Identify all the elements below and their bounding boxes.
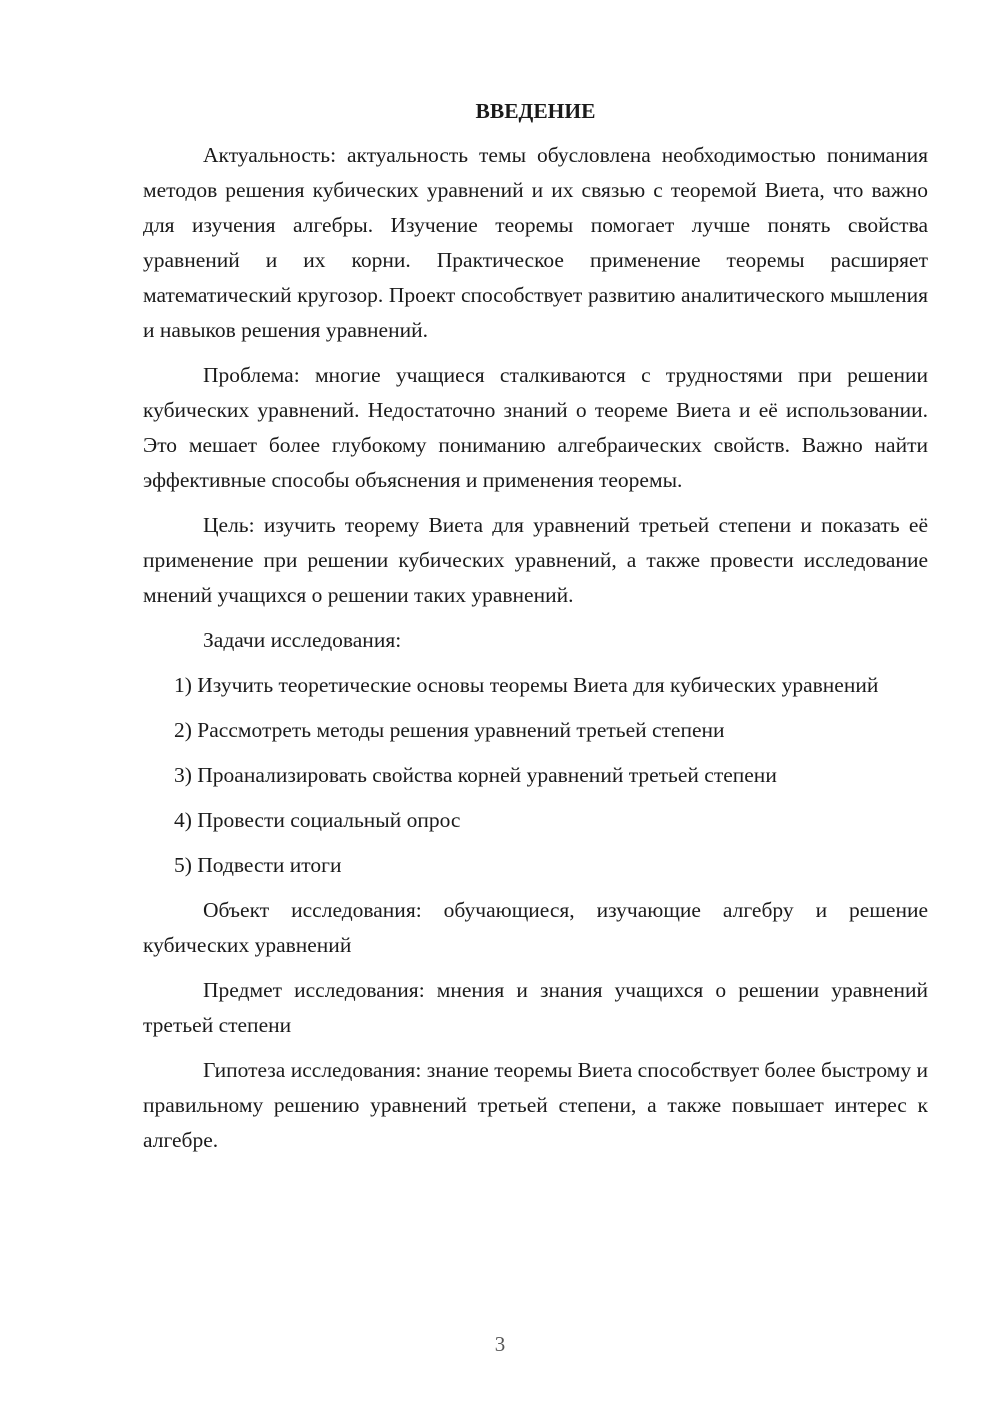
page-number: 3 [494, 1332, 506, 1356]
paragraph-hypothesis: Гипотеза исследования: знание теоремы Виета способствует более быстрому и правильному решению уравнений третьей степени, а также повышает интерес к алгебре. [143, 1058, 928, 1152]
document-page [143, 94, 928, 1168]
paragraph-goal: Цель: изучить теорему Виета для уравнений третьей степени и показать её применение при решении кубических уравнений, а также провести исследование мнений учащихся о решении таких уравнений. [143, 513, 928, 607]
paragraph-relevance: Актуальность: актуальность темы обусловлена необходимостью понимания методов решения кубических уравнений и их связью с теоремой Виета, что важно для изучения алгебры. Изучение теоремы помогает лучше понять свойства уравнений и их корни. Практическое применение теоремы расширяет математический кругозор. Проект способствует развитию аналитического мышления и навыков решения уравнений. [143, 143, 928, 342]
list-item: 5) Подвести итоги [174, 853, 342, 877]
list-item: 2) Рассмотреть методы решения уравнений третьей степени [174, 718, 725, 742]
paragraph-object: Объект исследования: обучающиеся, изучающие алгебру и решение кубических уравнений [143, 898, 928, 957]
list-item: 3) Проанализировать свойства корней уравнений третьей степени [174, 763, 777, 787]
page-title: ВВЕДЕНИЕ [475, 99, 596, 123]
list-item: 4) Провести социальный опрос [174, 808, 461, 832]
paragraph-problem: Проблема: многие учащиеся сталкиваются с трудностями при решении кубических уравнений. Недостаточно знаний о теореме Виета и её использовании. Это мешает более глубокому пониманию алгебраических свойств. Важно найти эффективные способы объяснения и применения теоремы. [143, 363, 928, 492]
list-item: 1) Изучить теоретические основы теоремы Виета для кубических уравнений [174, 673, 879, 697]
tasks-list [143, 668, 928, 883]
tasks-heading: Задачи исследования: [203, 628, 402, 652]
paragraph-subject: Предмет исследования: мнения и знания учащихся о решении уравнений третьей степени [143, 978, 928, 1037]
